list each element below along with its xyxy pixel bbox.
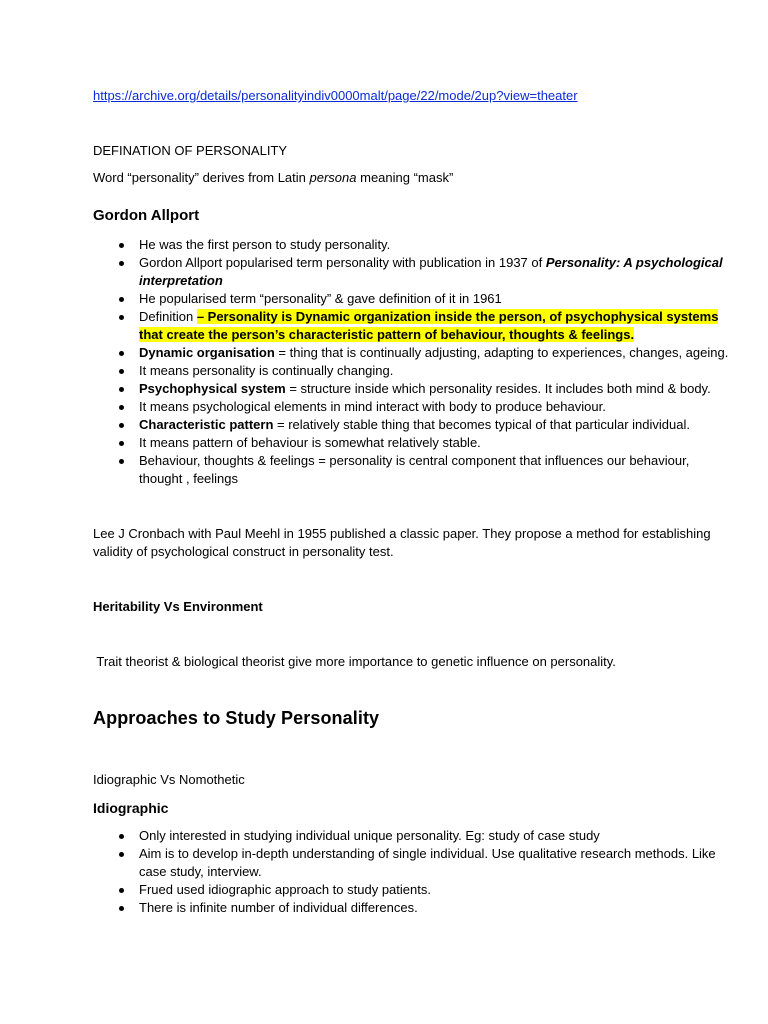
bullet-icon xyxy=(119,423,124,428)
bullet-icon xyxy=(119,243,124,248)
allport-list xyxy=(93,236,733,488)
bullet-icon xyxy=(119,834,124,839)
list-item xyxy=(93,398,733,416)
bullet-icon xyxy=(119,459,124,464)
list-item-text: It means pattern of behaviour is somewhat relatively stable. xyxy=(139,435,481,450)
list-item-text: = thing that is continually adjusting, adapting to experiences, changes, ageing. xyxy=(274,345,729,360)
list-item-text: Gordon Allport popularised term personality with publication in 1937 of xyxy=(139,255,546,270)
approaches-heading: Approaches to Study Personality xyxy=(93,708,380,728)
term-bold: Characteristic pattern xyxy=(139,417,274,432)
list-item-text: = structure inside which personality resides. It includes both mind & body. xyxy=(285,381,711,396)
list-item xyxy=(93,845,733,881)
etymology-italic: persona xyxy=(309,170,357,185)
cronbach-paragraph: Lee J Cronbach with Paul Meehl in 1955 published a classic paper. They propose a method for establishing validity of psychological construct in personality test. xyxy=(93,526,711,559)
list-item xyxy=(93,308,733,344)
list-item xyxy=(93,416,733,434)
heritability-text: Trait theorist & biological theorist give more importance to genetic influence on personality. xyxy=(93,654,616,669)
etymology-before: Word “personality” derives from Latin xyxy=(93,170,310,185)
bullet-icon xyxy=(119,261,124,266)
etymology-after: meaning “mask” xyxy=(356,170,454,185)
highlighted-definition: – Personality is Dynamic organization inside the person, of psychophysical systems that create the person’s characteristic pattern of behaviour, thoughts & feelings. xyxy=(139,309,719,342)
list-item xyxy=(93,434,733,452)
heritability-heading: Heritability Vs Environment xyxy=(93,599,263,614)
etymology-line xyxy=(93,169,453,187)
list-item xyxy=(93,290,733,308)
list-item-text: Only interested in studying individual unique personality. Eg: study of case study xyxy=(139,828,600,843)
bullet-icon xyxy=(119,405,124,410)
list-item xyxy=(93,881,733,899)
list-item xyxy=(93,452,733,488)
list-item-text: He popularised term “personality” & gave definition of it in 1961 xyxy=(139,291,502,306)
bullet-icon xyxy=(119,441,124,446)
bullet-icon xyxy=(119,351,124,356)
list-item xyxy=(93,254,733,290)
bullet-icon xyxy=(119,906,124,911)
list-item-text: He was the first person to study personality. xyxy=(139,237,391,252)
bullet-icon xyxy=(119,369,124,374)
bullet-icon xyxy=(119,888,124,893)
allport-heading: Gordon Allport xyxy=(93,207,200,224)
list-item-text: Behaviour, thoughts & feelings = personality is central component that influences our behaviour, thought , feelings xyxy=(139,453,690,486)
list-item-text: Aim is to develop in-depth understanding of single individual. Use qualitative research methods. Like case study, interview. xyxy=(139,846,716,879)
list-item xyxy=(93,344,733,362)
term-bold: Psychophysical system xyxy=(139,381,286,396)
definition-heading: DEFINATION OF PERSONALITY xyxy=(93,143,288,158)
book-title: Personality: A psychological interpretation xyxy=(139,255,723,288)
term-bold: Dynamic organisation xyxy=(139,345,275,360)
list-item xyxy=(93,899,733,917)
list-item-text: There is infinite number of individual differences. xyxy=(139,900,418,915)
list-item xyxy=(93,236,733,254)
bullet-icon xyxy=(119,387,124,392)
list-item xyxy=(93,827,733,845)
bullet-icon xyxy=(119,852,124,857)
bullet-icon xyxy=(119,297,124,302)
idiographic-heading: Idiographic xyxy=(93,800,169,816)
bullet-icon xyxy=(119,315,124,320)
list-item-text: = relatively stable thing that becomes typical of that particular individual. xyxy=(273,417,690,432)
list-item-text: Definition xyxy=(139,309,197,324)
archive-link[interactable]: https://archive.org/details/personalityindiv0000malt/page/22/mode/2up?view=theater xyxy=(93,88,578,103)
list-item-text: It means psychological elements in mind interact with body to produce behaviour. xyxy=(139,399,606,414)
idiographic-list xyxy=(93,827,733,917)
approaches-subheading: Idiographic Vs Nomothetic xyxy=(93,772,245,787)
list-item-text: It means personality is continually changing. xyxy=(139,363,394,378)
list-item xyxy=(93,362,733,380)
list-item-text: Frued used idiographic approach to study patients. xyxy=(139,882,431,897)
list-item xyxy=(93,380,733,398)
